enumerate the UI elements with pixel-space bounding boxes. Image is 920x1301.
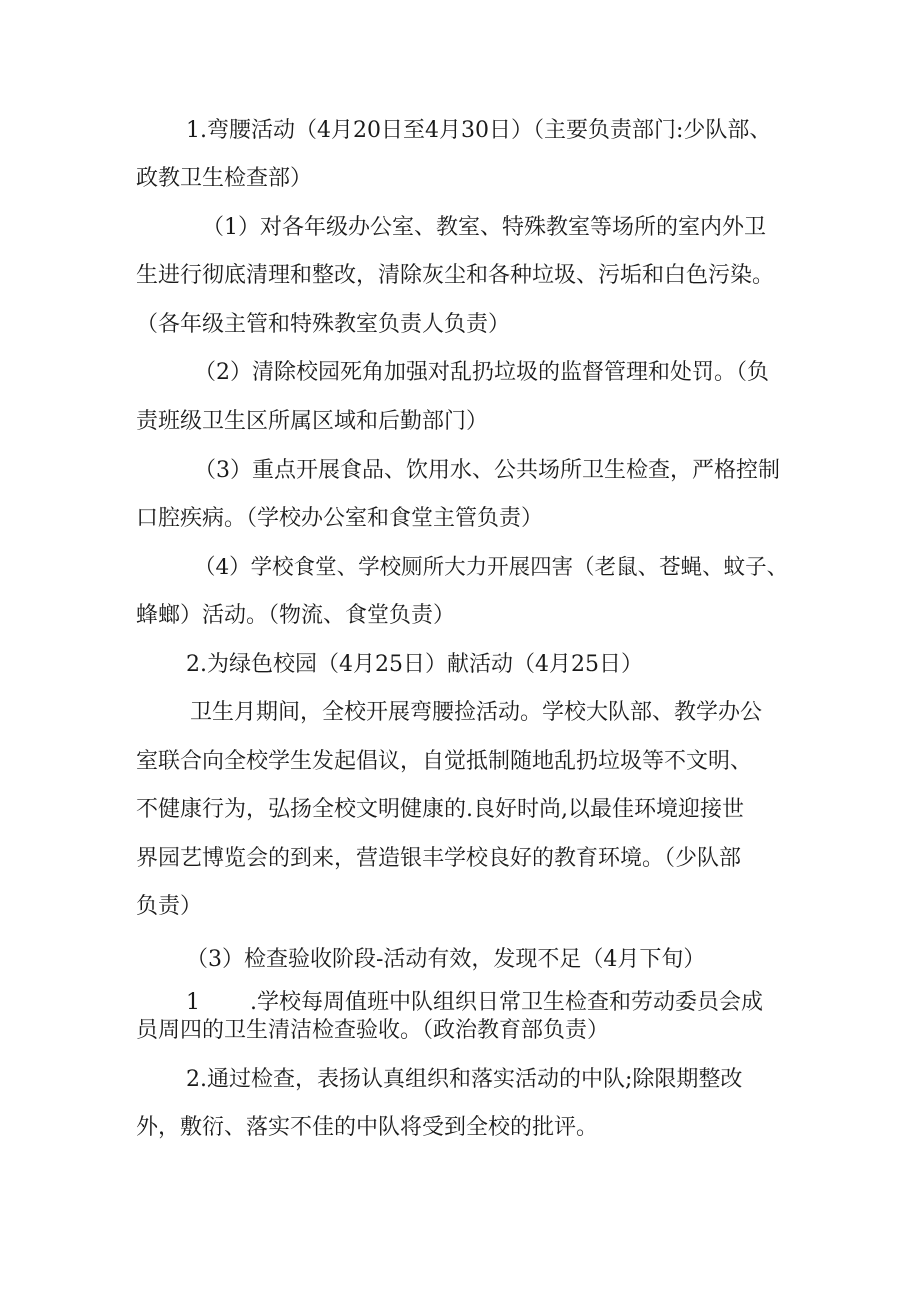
para-line3: 不健康行为，弘扬全校文明健康的.良好时尚,以最佳环境迎接世 (136, 797, 744, 822)
para-line4: 界园艺博览会的到来，营造银丰学校良好的教育环境。（少队部 (136, 846, 742, 871)
sub4-line1: （4）学校食堂、学校厕所大力开展四害（老鼠、苍蝇、蚊子、 (194, 555, 789, 580)
stage3-line1: （3）检查验收阶段-活动有效，发现不足（4月下旬） (186, 947, 706, 972)
check1-line1: .学校每周值班中队组织日常卫生检查和劳动委员会成 (250, 990, 763, 1015)
sub2-line2: 责班级卫生区所属区域和后勤部门） (136, 409, 489, 434)
para-line1: 卫生月期间，全校开展弯腰捡活动。学校大队部、教学办公 (190, 700, 763, 725)
sub1-line1: （1）对各年级办公室、教室、特殊教室等场所的室内外卫 (202, 215, 766, 240)
sub4-line2: 蜂螂）活动。（物流、食堂负责） (136, 603, 456, 628)
sub3-line2: 口腔疾病。（学校办公室和食堂主管负责） (136, 506, 544, 531)
para-line2: 室联合向全校学生发起倡议，自觉抵制随地乱扔垃圾等不文明、 (136, 749, 753, 774)
item1-line1: 1.弯腰活动（4月20日至4月30日）（主要负责部门:少队部、 (186, 118, 772, 143)
item2-line1: 2.为绿色校园（4月25日）献活动（4月25日） (186, 652, 643, 677)
check1-number: 1 (186, 990, 200, 1015)
item1-line2: 政教卫生检查部） (136, 166, 313, 191)
sub3-line1: （3）重点开展食品、饮用水、公共场所卫生检查，严格控制 (194, 458, 780, 483)
check2-line2: 外，敷衍、落实不佳的中队将受到全校的批评。 (136, 1115, 599, 1140)
check2-line1: 2.通过检查，表扬认真组织和落实活动的中队;除限期整改 (186, 1067, 743, 1092)
check1-line2: 员周四的卫生清洁检查验收。（政治教育部负责） (136, 1018, 610, 1043)
sub1-line3: （各年级主管和特殊教室负责人负责） (136, 312, 511, 337)
sub1-line2: 生进行彻底清理和整改，清除灰尘和各种垃圾、污垢和白色污染。 (136, 263, 775, 288)
para-line5: 负责） (136, 894, 203, 919)
sub2-line1: （2）清除校园死角加强对乱扔垃圾的监督管理和处罚。（负 (194, 360, 769, 385)
